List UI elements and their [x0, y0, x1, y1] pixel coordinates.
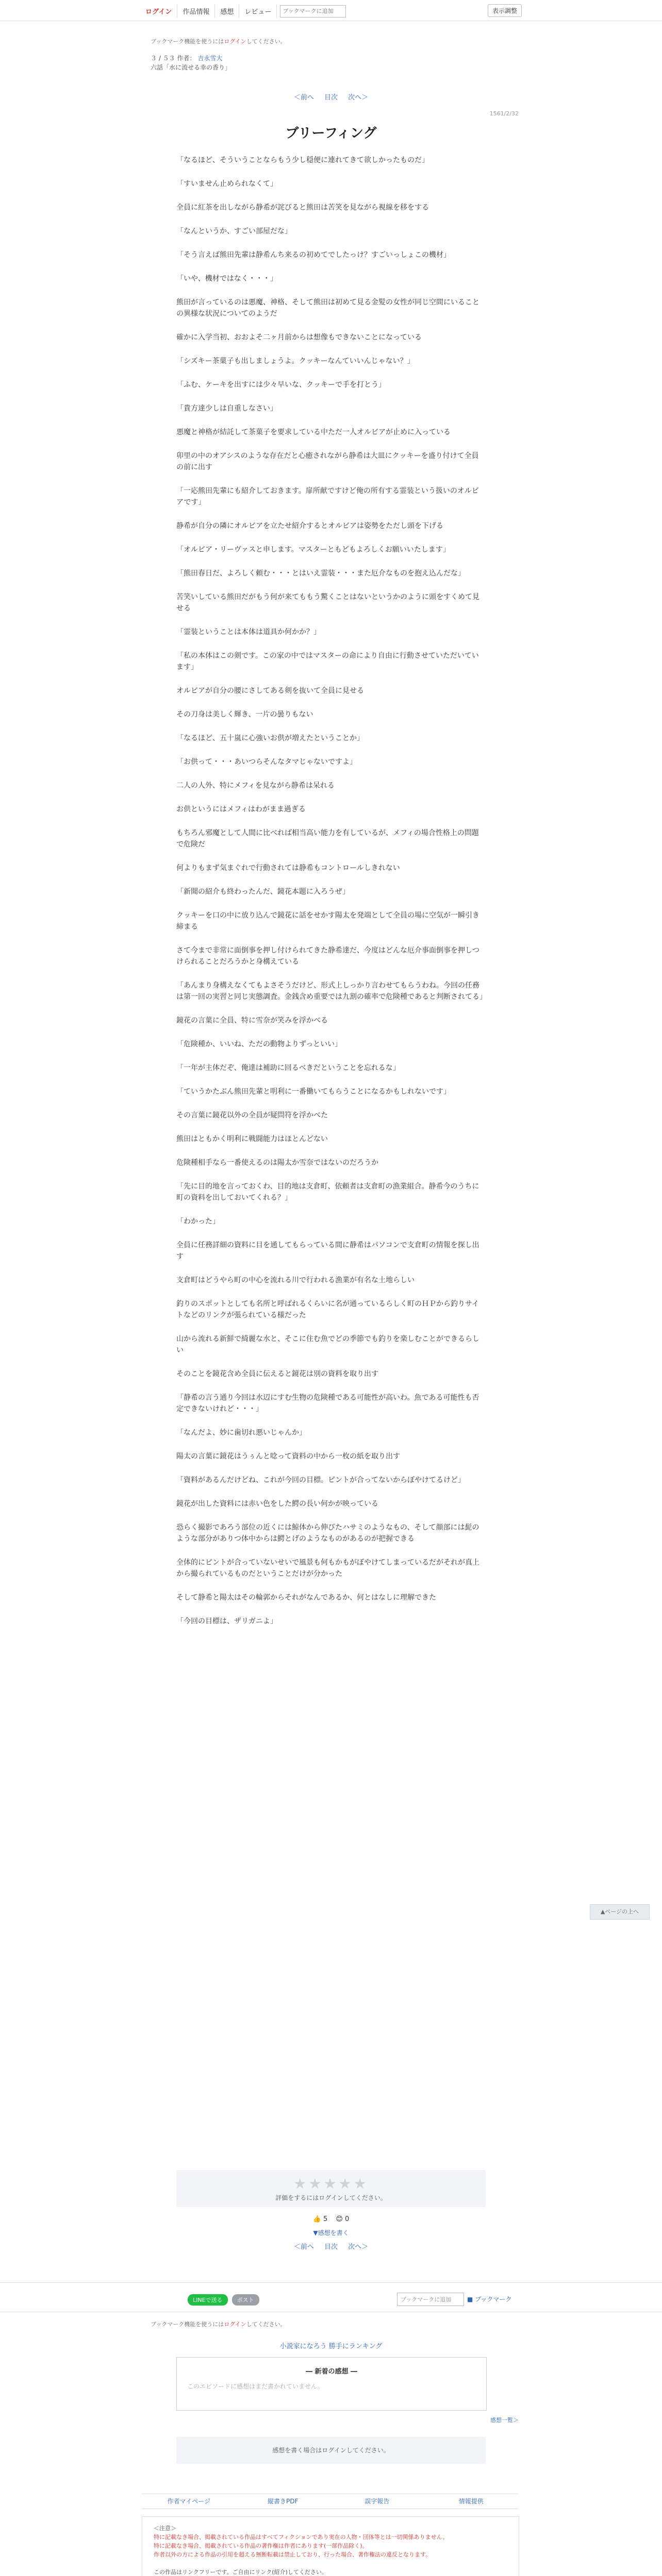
body-paragraph: 「先に目的地を言っておくわ、目的地は支倉町、依頼者は支倉町の漁業組合。静希今のうちに町の資料を出しておいてくれる？」	[176, 1182, 479, 1202]
novel-body	[176, 155, 486, 1639]
body-paragraph: そのことを鏡花含め全員に伝えると鏡花は別の資料を取り出す	[176, 1370, 378, 1378]
body-paragraph: 「なんだよ、妙に歯切れ悪いじゃんか」	[176, 1429, 306, 1437]
write-impression-link[interactable]: ▼感想を書く	[313, 2229, 349, 2236]
next-link-bottom[interactable]: 次へ＞	[348, 2243, 369, 2251]
rating-login-text: 評価をするにはログインしてください。	[275, 2194, 387, 2201]
body-paragraph: 「霊装ということは本体は道具か何かか？」	[176, 628, 321, 636]
tab-reviews[interactable]: レビュー	[239, 4, 277, 18]
notice-head: ＜注意＞	[154, 2525, 176, 2532]
body-paragraph: 「そう言えば熊田先輩は静希んち来るの初めてでしたっけ？すごいっしょこの機材」	[176, 251, 451, 259]
body-paragraph: そして静希と陽太はその輪郭からそれがなんであるか、何とはなしに理解できた	[176, 1594, 436, 1602]
page-top-button[interactable]: ▲ページの上へ	[590, 1904, 650, 1920]
ranking-link[interactable]: 小説家になろう 勝手にランキング	[279, 2343, 383, 2350]
bookmark-input[interactable]	[280, 5, 346, 18]
author-link[interactable]: 吉永雪大	[197, 55, 223, 62]
notice-prefix: ブックマーク機能を使うには	[151, 38, 224, 45]
vertical-pdf-link[interactable]: 縦書きPDF	[268, 2498, 299, 2505]
body-paragraph: 「お供って・・・あいつらそんなタマじゃないですよ」	[176, 758, 357, 766]
body-paragraph: 卯里の中のオアシスのような存在だと心癒されながら静希は大皿にクッキーを盛り付けて全員の前に出す	[176, 452, 479, 471]
notice-line: この作品はリンクフリーです。ご自由にリンク(紹介)してください。	[154, 2569, 327, 2575]
body-paragraph: 「わかった」	[176, 1217, 220, 1226]
body-paragraph: お供というにはメフィはわがまま過ぎる	[176, 805, 306, 814]
share-buttons	[188, 2294, 259, 2306]
body-paragraph: 「新聞の紹介も終わったんだ、鏡花本題に入ろうぜ」	[176, 888, 350, 896]
body-paragraph: 「なんというか、すごい部屋だな」	[176, 227, 292, 235]
impressions-list-link[interactable]: 感想一覧＞	[490, 2417, 519, 2424]
body-paragraph: 全員に紅茶を出しながら静希が詫びると熊田は苦笑を見ながら視線を移をする	[176, 204, 429, 212]
body-paragraph: 山から流れる新鮮で綺麗な水と、そこに住む魚でどの季節でも釣りを楽しむことができるらしい	[176, 1335, 479, 1354]
impressions-box	[176, 2357, 487, 2411]
body-paragraph: その刀身は美しく輝き、一片の曇りもない	[176, 710, 313, 719]
bookmark-icon: ■	[467, 2296, 475, 2303]
body-paragraph: 「あんまり身構えなくてもよさそうだけど、形式上しっかり言わせてもらうわね。今回の任務は第一回の実習と同じ実態調査。金銭含め重要では九割の確率で危険種であると判断されてる」	[176, 981, 487, 1001]
next-link[interactable]: 次へ＞	[348, 94, 369, 101]
body-paragraph: 危険種相手なら一番使えるのは陽太か雪奈ではないのだろうか	[176, 1159, 378, 1167]
notice-red-line: 作者以外の方による作品の引用を超える無断転載は禁止しており、行った場合、著作権法の違反となります。	[154, 2551, 432, 2558]
body-paragraph: 「オルビア・リーヴァスと申します。マスターともどもよろしくお願いいたします」	[176, 546, 450, 554]
series-title: 六話「水に流せる幸の香り」	[151, 64, 231, 71]
body-paragraph: 支倉町はどうやら町の中心を流れる川で行われる漁業が有名な土地らしい	[176, 1276, 415, 1284]
tab-impressions[interactable]: 感想	[215, 4, 239, 18]
post-share-button[interactable]: ポスト	[232, 2294, 259, 2306]
notice-red-line: 特に記載なき場合、掲載されている作品の著作権は作者にあります(一部作品除く)。	[154, 2543, 368, 2549]
reactions	[0, 2215, 662, 2223]
body-paragraph: 鏡花の言葉に全員、特に雪奈が笑みを浮かべる	[176, 1016, 328, 1025]
author-label: 作者：	[177, 55, 196, 62]
body-paragraph: 二人の人外、特にメフィを見ながら静希は呆れる	[176, 782, 335, 790]
author-mypage-link[interactable]: 作者マイページ	[167, 2498, 211, 2505]
body-paragraph: 確かに入学当初、おおよそ二ヶ月前からは想像もできないことになっている	[176, 333, 422, 342]
chapter-number: 1561/2/32	[489, 110, 519, 117]
body-paragraph: 釣りのスポットとしても名所と呼ばれるくらいに名が通っているらしく町のＨＰから釣りサイトなどのリンクが張られている様だった	[176, 1300, 479, 1319]
body-paragraph: 熊田はともかく明利に戦闘能力はほとんどない	[176, 1135, 328, 1143]
bookmark-add-link[interactable]	[467, 2295, 511, 2303]
body-paragraph: クッキーを口の中に放り込んで鏡花に話をせかす陽太を発端として全員の場に空気が一瞬引き締まる	[176, 911, 479, 931]
line-share-button[interactable]: LINEで送る	[188, 2294, 228, 2306]
body-paragraph: 鏡花が出した資料には赤い色をした鰐の長い何かが映っている	[176, 1500, 378, 1508]
top-navbar	[0, 0, 662, 21]
episode-header	[151, 54, 231, 72]
body-paragraph: 「資料があるんだけどね、これが今回の目標。ピントが合ってないからぼやけてるけど」	[176, 1476, 465, 1484]
impressions-empty: このエピソードに感想はまだ書かれていません。	[187, 2383, 324, 2390]
body-paragraph: 「いや、機材ではなく・・・」	[176, 275, 277, 283]
pager-top	[0, 92, 662, 101]
chapter-title: ブリーフィング	[285, 126, 377, 141]
info-provide-link[interactable]: 情報提供	[458, 2498, 484, 2505]
notice-prefix: ブックマーク機能を使うには	[151, 2321, 224, 2328]
login-link-inline[interactable]: ログイン	[224, 2321, 246, 2328]
body-paragraph: 悪魔と神格が結託して茶菓子を要求している中ただ一人オルビアが止めに入っている	[176, 428, 451, 436]
bookmark-add-label: ブックマーク	[475, 2296, 512, 2303]
body-paragraph: 「熊田春日だ、よろしく頼む・・・とはいえ霊装・・・また厄介なものを抱え込んだな」	[176, 569, 465, 578]
login-link[interactable]: ログイン	[140, 4, 177, 18]
body-paragraph: 「危険種か、いいね、ただの動物よりずっといい」	[176, 1040, 342, 1048]
body-paragraph: 「貴方達少しは自重しなさい」	[176, 404, 277, 413]
body-paragraph: 熊田が言っているのは悪魔、神格、そして熊田は初めて見る金髪の女性が同じ空間にいることの異様な状況についてのようだ	[176, 298, 479, 318]
notice-suffix: してください。	[246, 38, 286, 45]
thumbs-up-reaction[interactable]: 👍 5	[312, 2215, 328, 2223]
body-paragraph: 「なるほど、五十嵐に心強いお供が増えたということか」	[176, 734, 364, 742]
login-notice-bottom	[151, 2320, 286, 2328]
body-paragraph: もちろん邪魔として人間に比べれば相当高い能力を有しているが、メフィの場合性格上の問題で危険だ	[176, 829, 479, 849]
body-paragraph: 「一応熊田先輩にも紹介しておきます。扉所献ですけど俺の所有する霊装という扱いのオルビアです」	[176, 487, 479, 506]
body-paragraph: さて今まで非常に面倒事を押し付けられてきた静希達だ、今度はどんな厄介事面倒事を押しつけられることだろうかと身構えている	[176, 946, 479, 966]
tab-work-info[interactable]: 作品情報	[177, 4, 215, 18]
body-paragraph: 恐らく撮影であろう部位の近くには鯨体から伸びたハサミのようなもの、そして顔部には髭のような部分がありつ体中からは鰐とげのようなものがあるのが把握できる	[176, 1523, 479, 1543]
divider	[0, 2282, 662, 2283]
login-prompt: 感想を書く場合はログインしてください。	[176, 2437, 486, 2464]
episode-number: ３ / ５３	[151, 55, 175, 62]
rating-box	[176, 2170, 486, 2207]
body-paragraph: 「一年が主体だぞ、俺達は補助に回るべきだということを忘れるな」	[176, 1064, 400, 1072]
login-link-inline[interactable]: ログイン	[224, 38, 246, 45]
star-rating[interactable]: ★★★★★	[293, 2175, 369, 2192]
prev-link[interactable]: ＜前へ	[293, 94, 314, 101]
body-paragraph: 「シズキー茶菓子も出しましょうよ。クッキーなんていいんじゃない？」	[176, 357, 415, 365]
smile-reaction[interactable]: 😊 0	[336, 2215, 350, 2223]
notice-red-line: 特に記載なき場合、掲載されている作品はすべてフィクションであり実在の人物・団体等とは一切関係ありません。	[154, 2534, 449, 2540]
impressions-title: ― 新着の感想 ―	[305, 2368, 358, 2376]
bookmark-box[interactable]: ブックマークに追加	[397, 2293, 464, 2306]
body-paragraph: 「ていうかたぶん熊田先輩と明利に一番働いてもらうことになるかもしれないです」	[176, 1088, 451, 1096]
body-paragraph: 「なるほど、そういうことならもう少し穏便に連れてきて欲しかったものだ」	[176, 156, 429, 164]
pager-bottom	[0, 2241, 662, 2251]
body-paragraph: オルビアが自分の腰にさしてある剣を抜いて全員に見せる	[176, 687, 364, 695]
login-notice-top	[151, 37, 286, 45]
body-paragraph: 苦笑いしている熊田だがもう何が来てももう驚くことはないというかのように頭をすくめて見せる	[176, 593, 479, 613]
body-paragraph: その言葉に鏡花以外の全員が疑問符を浮かべた	[176, 1111, 328, 1120]
body-paragraph: 「静希の言う通り今回は水辺にすむ生物の危険種である可能性が高いわ。魚である可能性も否定できないけれど・・・」	[176, 1394, 479, 1413]
body-paragraph: 何よりもまず気まぐれで行動されては静希もコントロールしきれない	[176, 864, 400, 872]
body-paragraph: 陽太の言葉に鏡花はうぅんと唸って資料の中から一枚の紙を取り出す	[176, 1452, 400, 1461]
body-paragraph: 静希が自分の隣にオルビアを立たせ紹介するとオルビアは姿勢をただし頭を下げる	[176, 522, 443, 530]
toc-link-bottom[interactable]: 目次	[324, 2243, 338, 2251]
body-paragraph: 「すいません止められなくて」	[176, 180, 277, 188]
body-paragraph: 全体的にピントが合っていないせいで風景も何もかもがぼやけてしまっているだがそれが真上から撮られているものだということだけが分かった	[176, 1558, 479, 1578]
notice-suffix: してください。	[246, 2321, 286, 2328]
body-paragraph: 「私の本体はこの剣です。この家の中ではマスターの命により自由に行動させていただいています」	[176, 652, 479, 671]
display-settings-button[interactable]: 表示調整	[488, 4, 522, 17]
body-paragraph: 全員に任務詳細の資料に目を通してもらっている間に静希はパソコンで支倉町の情報を探し出す	[176, 1241, 479, 1261]
prev-link-bottom[interactable]: ＜前へ	[293, 2243, 314, 2251]
typo-report-link[interactable]: 誤字報告	[365, 2498, 390, 2505]
notice-box	[142, 2516, 519, 2576]
toc-link[interactable]: 目次	[324, 94, 338, 101]
top-nav	[140, 4, 346, 18]
body-paragraph: 「ふむ、ケーキを出すには少々早いな、クッキーで手を打とう」	[176, 381, 386, 389]
body-paragraph: 「今回の目標は、ザリガニよ」	[176, 1617, 277, 1625]
footer-nav	[142, 2494, 518, 2509]
